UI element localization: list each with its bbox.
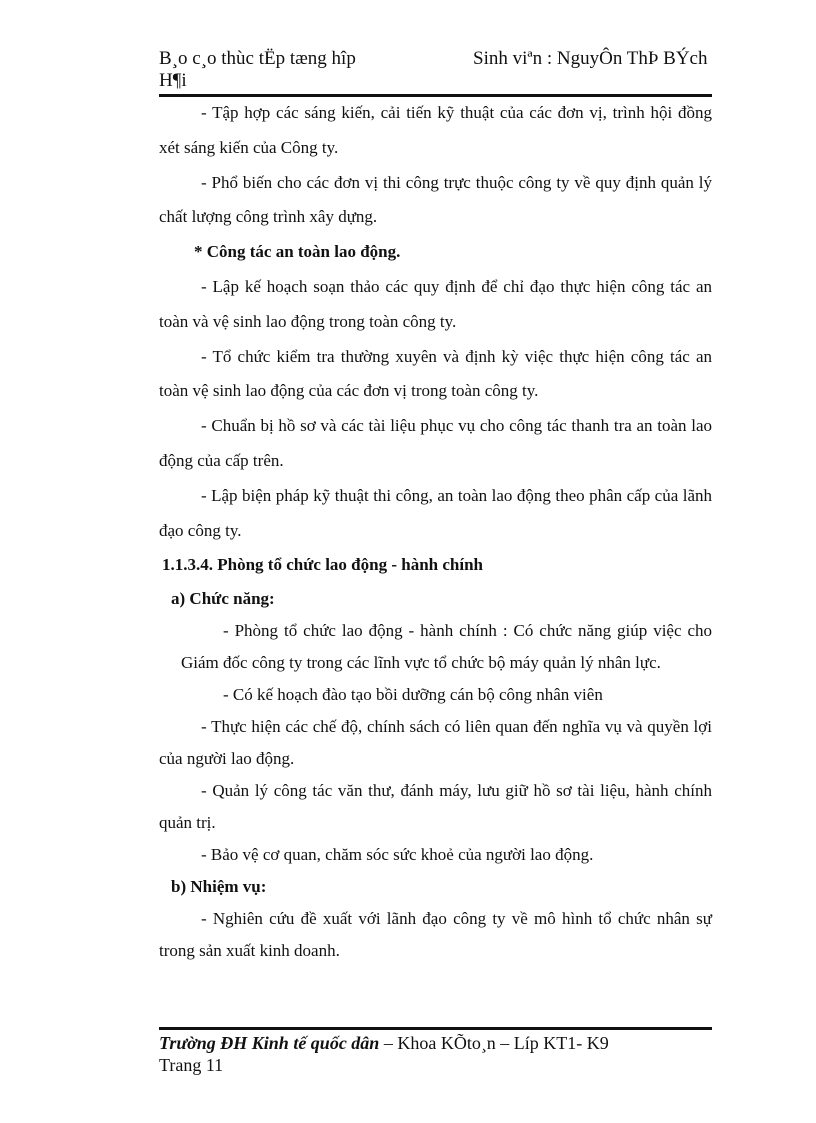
paragraph: - Nghiên cứu đề xuất với lãnh đạo công ty về mô hình tổ chức nhân sự trong sản xuất kinh doanh. (159, 909, 712, 961)
paragraph: - Bảo vệ cơ quan, chăm sóc sức khoẻ của người lao động. (201, 845, 594, 865)
subheading-function: a) Chức năng: (171, 589, 275, 609)
paragraph: - Tổ chức kiểm tra thường xuyên và định kỳ việc thực hiện công tác an toàn vệ sinh lao động của các đơn vị trong toàn công ty. (159, 346, 712, 401)
paragraph: - Quản lý công tác văn thư, đánh máy, lưu giữ hồ sơ tài liệu, hành chính quản trị. (159, 781, 712, 833)
student-name: Sinh viªn : NguyÔn ThÞ BÝch (473, 48, 708, 69)
page-footer (159, 1032, 712, 1076)
paragraph: - Lập kế hoạch soạn thảo các quy định để chỉ đạo thực hiện công tác an toàn và vệ sinh lao động trong toàn công ty. (159, 276, 712, 331)
section-number: 1.1.3.4 (162, 555, 209, 575)
paragraph: - Lập biện pháp kỹ thuật thi công, an toàn lao động theo phân cấp của lãnh đạo công ty. (159, 485, 712, 540)
paragraph: - Thực hiện các chế độ, chính sách có liên quan đến nghĩa vụ và quyền lợi của người lao động. (159, 717, 712, 769)
faculty-class: – Khoa KÕto¸n – Líp KT1- K9 (379, 1033, 609, 1053)
page-number: Trang 11 (159, 1055, 224, 1075)
footer-divider (159, 1027, 712, 1030)
paragraph: - Chuẩn bị hồ sơ và các tài liệu phục vụ cho công tác thanh tra an toàn lao động của cấp trên. (159, 416, 712, 470)
section-heading-safety: * Công tác an toàn lao động. (194, 242, 401, 262)
paragraph: - Tập hợp các sáng kiến, cải tiến kỹ thuật của các đơn vị, trình hội đồng xét sáng kiến của Công ty. (159, 103, 712, 157)
school-name: Trường ĐH Kinh tế quốc dân (159, 1033, 380, 1053)
report-title-wrap: H¶i (159, 70, 187, 91)
function-block (159, 583, 712, 967)
section-title: . Phòng tổ chức lao động - hành chính (208, 555, 483, 575)
paragraph: - Phòng tổ chức lao động - hành chính : Có chức năng giúp việc cho Giám đốc công ty trong các lĩnh vực tổ chức bộ máy quản lý nhân lực. (181, 621, 712, 673)
paragraph: - Phổ biến cho các đơn vị thi công trực thuộc công ty về quy định quản lý chất lượng công trình xây dựng. (159, 172, 712, 227)
paragraph: - Có kế hoạch đào tạo bồi dưỡng cán bộ công nhân viên (223, 685, 603, 705)
section-heading-hr (162, 548, 712, 583)
report-title: B¸o c¸o thùc tËp tæng hîp (159, 48, 356, 69)
footer-line (159, 1032, 712, 1054)
document-body (159, 96, 712, 967)
subheading-duty: b) Nhiệm vụ: (171, 877, 267, 897)
